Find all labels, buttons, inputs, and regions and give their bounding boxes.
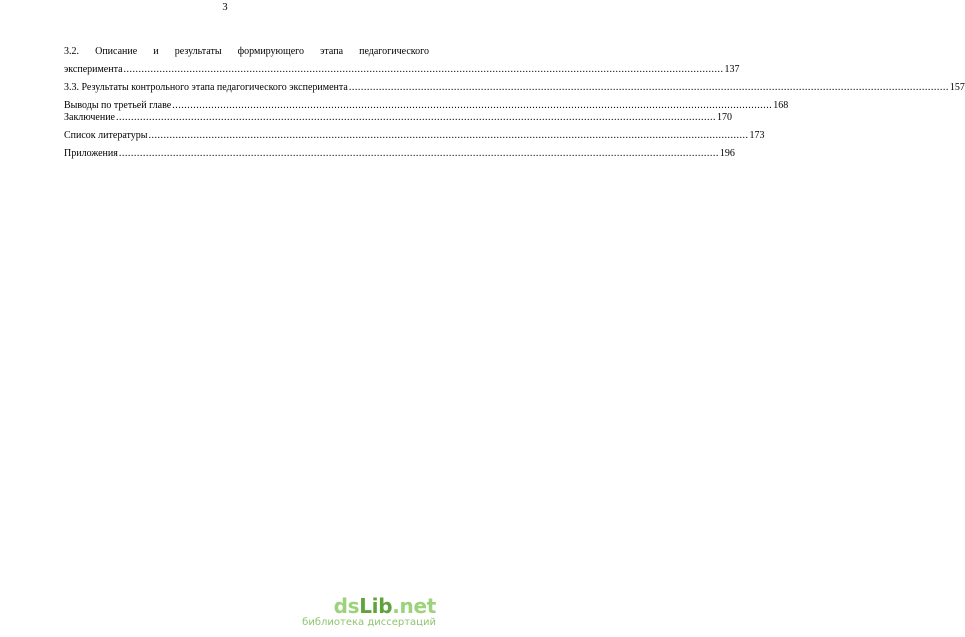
- table-of-contents: [64, 46, 965, 160]
- toc-entry-page: 168: [773, 100, 789, 111]
- toc-entry-page: 170: [717, 112, 732, 123]
- toc-entry-label: Выводы по третьей главе: [64, 100, 172, 111]
- toc-word: 3.2.: [64, 46, 79, 57]
- toc-word: и: [153, 46, 159, 57]
- toc-entry-conclusions-chapter-3: [64, 100, 789, 112]
- dot-leader: ........................................................................................................................................................................................................: [348, 82, 949, 93]
- toc-entry-label: Приложения: [64, 148, 118, 159]
- dot-leader: ........................................................................................................................................................................................................: [172, 100, 773, 111]
- dot-leader: ........................................................................................................................................................................................................: [148, 130, 749, 141]
- toc-entry-references: [64, 130, 765, 142]
- toc-word: результаты: [174, 46, 222, 57]
- toc-word: этапа: [320, 46, 344, 57]
- toc-word: педагогического: [359, 46, 429, 57]
- toc-entry-page: 196: [719, 148, 735, 159]
- toc-entry-label: 3.3. Результаты контрольного этапа педагогического эксперимента: [64, 82, 348, 93]
- toc-entry-3-2-line-2: [64, 64, 740, 76]
- toc-entry-page: 137: [724, 64, 740, 75]
- dslib-subtitle: библиотека диссертаций: [302, 617, 436, 628]
- toc-entry-3-2-line-1: [64, 46, 429, 58]
- toc-entry-conclusion: [64, 112, 732, 124]
- dot-leader: ........................................................................................................................................................................................................: [123, 64, 724, 75]
- dot-leader: ........................................................................................................................................................................................................: [116, 112, 716, 123]
- dslib-watermark: [302, 596, 436, 629]
- page-number: 3: [222, 2, 228, 13]
- toc-entry-appendices: [64, 148, 735, 160]
- dot-leader: ........................................................................................................................................................................................................: [118, 148, 719, 159]
- dslib-logo: dsLib.net: [333, 594, 436, 618]
- toc-entry-label: Список литературы: [64, 130, 148, 141]
- toc-entry-3-3: [64, 82, 965, 94]
- toc-entry-page: 157: [949, 82, 965, 93]
- toc-entry-label: эксперимента: [64, 64, 123, 75]
- toc-entry-page: 173: [749, 130, 765, 141]
- toc-word: формирующего: [237, 46, 305, 57]
- toc-entry-label: Заключение: [64, 112, 115, 123]
- toc-word: Описание: [95, 46, 138, 57]
